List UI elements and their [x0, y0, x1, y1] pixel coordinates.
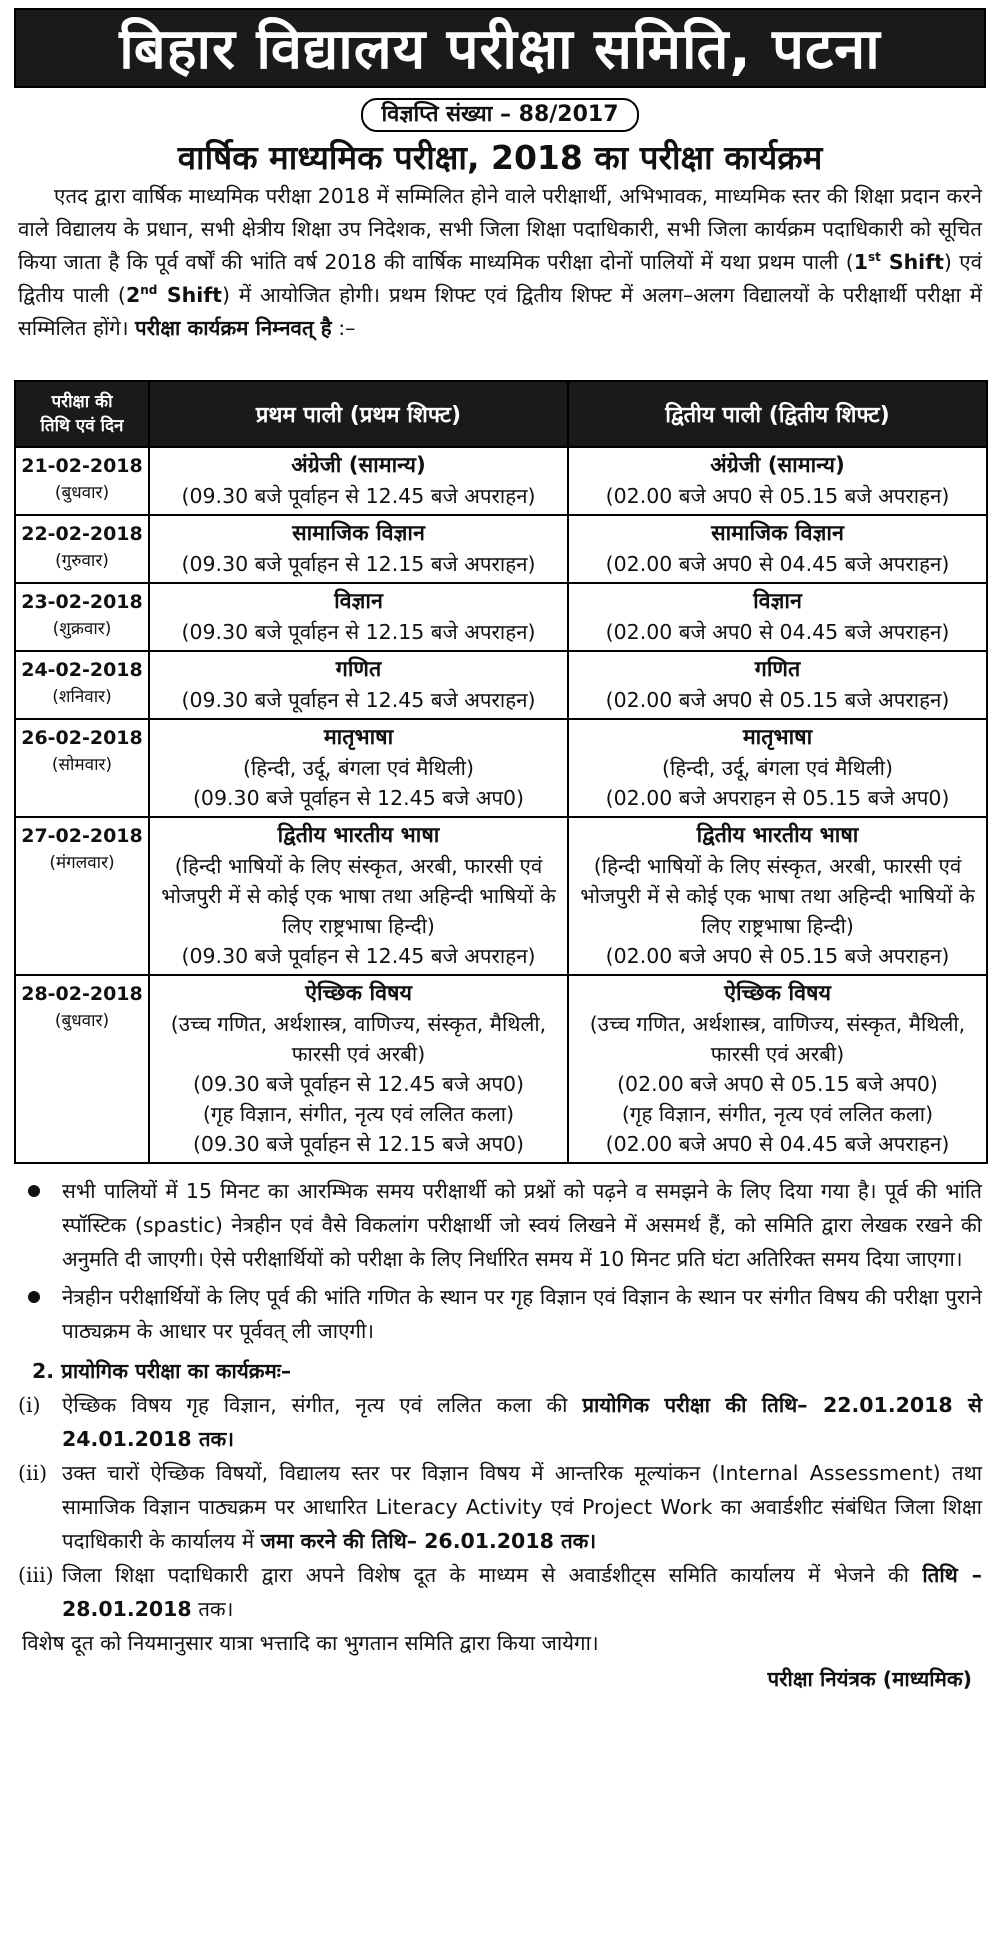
cell-first-shift — [149, 719, 568, 817]
intro-text-3: ) में आयोजित होगी। प्रथम शिफ्ट एवं द्वितीय शिफ्ट में अलग–अलग विद्यालयों के परीक्षार्थी परीक्षा में सम्मिलित होंगे। — [18, 283, 982, 340]
intro-shift1-sup: st — [867, 250, 881, 265]
schedule-detail-line: (02.00 बजे अप0 से 05.15 बजे अप0) — [617, 1072, 938, 1096]
subject-name: मातृभाषा — [742, 725, 813, 750]
practical-item-3-text: जिला शिक्षा पदाधिकारी द्वारा अपने विशेष दूत के माध्यम से अवार्डशीट्स समिति कार्यालय में भेजने की — [62, 1563, 923, 1587]
header-date-day — [15, 381, 149, 447]
exam-date: 21-02-2018 — [21, 455, 143, 477]
practical-item-2-text: उक्त चारों ऐच्छिक विषयों, विद्यालय स्तर पर विज्ञान विषय में आन्तरिक मूल्यांकन (Internal Assessment) तथा सामाजिक विज्ञान पाठ्यक्रम पर आधारित Literacy Activity एवं Project Work का अवार्डशीट संबंधित जिला शिक्षा पदाधिकारी के कार्यालय में — [62, 1461, 982, 1553]
exam-day: (मंगलवार) — [49, 853, 115, 873]
intro-shift2 — [126, 283, 222, 307]
subject-name: ऐच्छिक विषय — [724, 981, 831, 1006]
schedule-detail-line: (09.30 बजे पूर्वाहन से 12.45 बजे अप0) — [192, 1072, 525, 1096]
schedule-detail-line: (02.00 बजे अप0 से 04.45 बजे अपराहन) — [605, 552, 950, 576]
schedule-detail-line: (09.30 बजे पूर्वाहन से 12.15 बजे अपराहन) — [181, 620, 536, 644]
exam-date: 28-02-2018 — [21, 983, 143, 1005]
cell-first-shift — [149, 583, 568, 651]
subject-name: अंग्रेजी (सामान्य) — [291, 453, 426, 478]
subject-name: सामाजिक विज्ञान — [292, 521, 425, 546]
exam-date: 26-02-2018 — [21, 727, 143, 749]
table-row — [15, 447, 987, 515]
intro-shift1-word: Shift — [880, 250, 944, 274]
masthead-title: बिहार विद्यालय परीक्षा समिति, पटना — [14, 8, 986, 88]
schedule-detail-line: (02.00 बजे अप0 से 05.15 बजे अपराहन) — [605, 484, 950, 508]
schedule-detail-line: (09.30 बजे पूर्वाहन से 12.45 बजे अप0) — [192, 786, 525, 810]
table-row — [15, 719, 987, 817]
practical-item-2-num: (ii) — [18, 1461, 48, 1485]
subject-name: द्वितीय भारतीय भाषा — [277, 823, 440, 848]
cell-second-shift — [568, 817, 987, 975]
intro-shift2-word: Shift — [166, 283, 222, 307]
practical-item-3-tail: तक। — [191, 1597, 234, 1621]
table-header-row — [15, 381, 987, 447]
practical-item-3-num: (iii) — [18, 1563, 54, 1587]
cell-first-shift — [149, 975, 568, 1163]
cell-first-shift — [149, 515, 568, 583]
cell-date-day — [15, 447, 149, 515]
header-date-line2: तिथि एवं दिन — [40, 416, 124, 436]
subject-name: गणित — [754, 657, 801, 682]
exam-day: (बुधवार) — [54, 483, 110, 503]
cell-date-day — [15, 515, 149, 583]
cell-date-day — [15, 583, 149, 651]
cell-date-day — [15, 651, 149, 719]
schedule-detail-line: (हिन्दी भाषियों के लिए संस्कृत, अरबी, फारसी एवं भोजपुरी में से कोई एक भाषा तथा अहिन्दी भाषियों के लिए राष्ट्रभाषा हिन्दी) — [161, 854, 556, 938]
header-date-line1: परीक्षा की — [51, 392, 113, 412]
note-bullet-1 — [18, 1174, 982, 1276]
exam-schedule-table — [14, 380, 988, 1164]
practical-exam-heading: 2. प्रायोगिक परीक्षा का कार्यक्रमः– — [32, 1359, 292, 1383]
signature-controller: परीक्षा नियंत्रक (माध्यमिक) — [767, 1667, 972, 1691]
header-second-shift: द्वितीय पाली (द्वितीय शिफ्ट) — [568, 381, 987, 447]
subject-name: सामाजिक विज्ञान — [711, 521, 844, 546]
intro-shift2-num: 2 — [125, 283, 141, 307]
cell-first-shift — [149, 651, 568, 719]
intro-paragraph — [14, 180, 986, 378]
notice-number-row — [14, 98, 986, 132]
subject-name: ऐच्छिक विषय — [305, 981, 412, 1006]
subject-name: मातृभाषा — [323, 725, 394, 750]
intro-text-1: एतद द्वारा वार्षिक माध्यमिक परीक्षा 2018 में सम्मिलित होने वाले परीक्षार्थी, अभिभावक, माध्यमिक स्तर की शिक्षा प्रदान करने वाले विद्यालय के प्रधान, सभी क्षेत्रीय शिक्षा उप निदेशक, सभी जिला शिक्षा पदाधिकारी, सभी जिला कार्यक्रम पदाधिकारी को सूचित किया जाता है कि पूर्व वर्षों की भांति वर्ष 2018 की वार्षिक माध्यमिक परीक्षा दोनों पालियों में यथा प्रथम पाली ( — [18, 184, 983, 274]
schedule-detail-line: (02.00 बजे अप0 से 05.15 बजे अपराहन) — [605, 944, 950, 968]
intro-text-5: :– — [331, 316, 356, 340]
schedule-detail-line: (09.30 बजे पूर्वाहन से 12.45 बजे अपराहन) — [181, 688, 536, 712]
schedule-detail-line: (हिन्दी, उर्दू, बंगला एवं मैथिली) — [661, 756, 893, 780]
practical-item-3-date: तिथि – 28.01.2018 — [62, 1563, 982, 1621]
cell-date-day — [15, 719, 149, 817]
cell-date-day — [15, 817, 149, 975]
exam-date: 27-02-2018 — [21, 825, 143, 847]
schedule-body — [15, 447, 987, 1163]
exam-schedule-title: वार्षिक माध्यमिक परीक्षा, 2018 का परीक्षा कार्यक्रम — [177, 138, 823, 177]
header-first-shift: प्रथम पाली (प्रथम शिफ्ट) — [149, 381, 568, 447]
practical-item-1-num: (i) — [18, 1393, 41, 1417]
subject-name: विज्ञान — [334, 589, 383, 614]
schedule-detail-line: (02.00 बजे अप0 से 04.45 बजे अपराहन) — [605, 1132, 950, 1156]
cell-second-shift — [568, 515, 987, 583]
bullet-dot-icon — [28, 1185, 40, 1197]
cell-first-shift — [149, 817, 568, 975]
practical-item-1-text: ऐच्छिक विषय गृह विज्ञान, संगीत, नृत्य एवं ललित कला की — [62, 1393, 583, 1417]
subject-name: अंग्रेजी (सामान्य) — [710, 453, 845, 478]
schedule-detail-line: (09.30 बजे पूर्वाहन से 12.15 बजे अप0) — [192, 1132, 525, 1156]
schedule-detail-line: (02.00 बजे अप0 से 05.15 बजे अपराहन) — [605, 688, 950, 712]
subject-name: द्वितीय भारतीय भाषा — [696, 823, 859, 848]
practical-item-1 — [18, 1388, 982, 1456]
table-row — [15, 817, 987, 975]
note-bullet-2-text: नेत्रहीन परीक्षार्थियों के लिए पूर्व की भांति गणित के स्थान पर गृह विज्ञान एवं विज्ञान के स्थान पर संगीत विषय की परीक्षा पुराने पाठ्यक्रम के आधार पर पूर्ववत् ली जाएगी। — [62, 1285, 982, 1343]
cell-date-day — [15, 975, 149, 1163]
exam-day: (बुधवार) — [54, 1011, 110, 1031]
schedule-detail-line: (02.00 बजे अप0 से 04.45 बजे अपराहन) — [605, 620, 950, 644]
schedule-detail-line: (गृह विज्ञान, संगीत, नृत्य एवं ललित कला) — [202, 1102, 515, 1126]
intro-shift1 — [854, 250, 944, 274]
bullet-dot-icon — [28, 1291, 40, 1303]
cell-second-shift — [568, 719, 987, 817]
schedule-detail-line: (उच्च गणित, अर्थशास्त्र, वाणिज्य, संस्कृत, मैथिली, फारसी एवं अरबी) — [170, 1012, 547, 1066]
practical-item-2 — [18, 1456, 982, 1558]
exam-day: (गुरुवार) — [55, 551, 109, 571]
cell-second-shift — [568, 651, 987, 719]
subject-name: गणित — [335, 657, 382, 682]
schedule-detail-line: (09.30 बजे पूर्वाहन से 12.15 बजे अपराहन) — [181, 552, 536, 576]
cell-second-shift — [568, 583, 987, 651]
practical-item-2-date: जमा करने की तिथि– 26.01.2018 तक। — [260, 1529, 597, 1553]
subject-name: विज्ञान — [753, 589, 802, 614]
schedule-detail-line: (09.30 बजे पूर्वाहन से 12.45 बजे अपराहन) — [181, 944, 536, 968]
note-bullet-2 — [18, 1280, 982, 1348]
note-bullet-1-text: सभी पालियों में 15 मिनट का आरम्भिक समय परीक्षार्थी को प्रश्नों को पढ़ने व समझने के लिए दिया गया है। पूर्व की भांति स्पॉस्टिक (spastic) नेत्रहीन एवं वैसे विकलांग परीक्षार्थी जो स्वयं लिखने में असमर्थ हैं, को समिति द्वारा लेखक रखने की अनुमति दी जाएगी। ऐसे परीक्षार्थियों को परीक्षा के लिए निर्धारित समय में 10 मिनट प्रति घंटा अतिरिक्त समय दिया जाएगा। — [62, 1179, 982, 1271]
table-row — [15, 583, 987, 651]
schedule-detail-line: (हिन्दी भाषियों के लिए संस्कृत, अरबी, फारसी एवं भोजपुरी में से कोई एक भाषा तथा अहिन्दी भाषियों के लिए राष्ट्रभाषा हिन्दी) — [580, 854, 975, 938]
exam-date: 23-02-2018 — [21, 591, 143, 613]
schedule-detail-line: (09.30 बजे पूर्वाहन से 12.45 बजे अपराहन) — [181, 484, 536, 508]
table-row — [15, 651, 987, 719]
practical-item-1-date: प्रायोगिक परीक्षा की तिथि– 22.01.2018 से 24.01.2018 तक। — [62, 1393, 982, 1451]
practical-item-3 — [18, 1558, 982, 1626]
notice-number: विज्ञप्ति संख्या – 88/2017 — [361, 98, 638, 132]
closing-note: विशेष दूत को नियमानुसार यात्रा भत्तादि का भुगतान समिति द्वारा किया जायेगा। — [22, 1631, 599, 1655]
exam-date: 22-02-2018 — [21, 523, 143, 545]
intro-text-2: ) एवं द्वितीय पाली ( — [18, 250, 982, 307]
schedule-detail-line: (02.00 बजे अपराहन से 05.15 बजे अप0) — [605, 786, 950, 810]
intro-schedule-lead: परीक्षा कार्यक्रम निम्नवत् है — [135, 316, 332, 340]
schedule-detail-line: (हिन्दी, उर्दू, बंगला एवं मैथिली) — [242, 756, 474, 780]
exam-day: (सोमवार) — [51, 755, 113, 775]
exam-day: (शुक्रवार) — [52, 619, 112, 639]
table-row — [15, 975, 987, 1163]
exam-day: (शनिवार) — [52, 687, 112, 707]
intro-shift1-num: 1 — [853, 250, 868, 274]
notes-section — [14, 1174, 986, 1696]
exam-date: 24-02-2018 — [21, 659, 143, 681]
cell-second-shift — [568, 447, 987, 515]
schedule-detail-line: (उच्च गणित, अर्थशास्त्र, वाणिज्य, संस्कृत, मैथिली, फारसी एवं अरबी) — [589, 1012, 966, 1066]
table-row — [15, 515, 987, 583]
cell-first-shift — [149, 447, 568, 515]
schedule-detail-line: (गृह विज्ञान, संगीत, नृत्य एवं ललित कला) — [621, 1102, 934, 1126]
intro-shift2-sup: nd — [140, 283, 158, 298]
cell-second-shift — [568, 975, 987, 1163]
